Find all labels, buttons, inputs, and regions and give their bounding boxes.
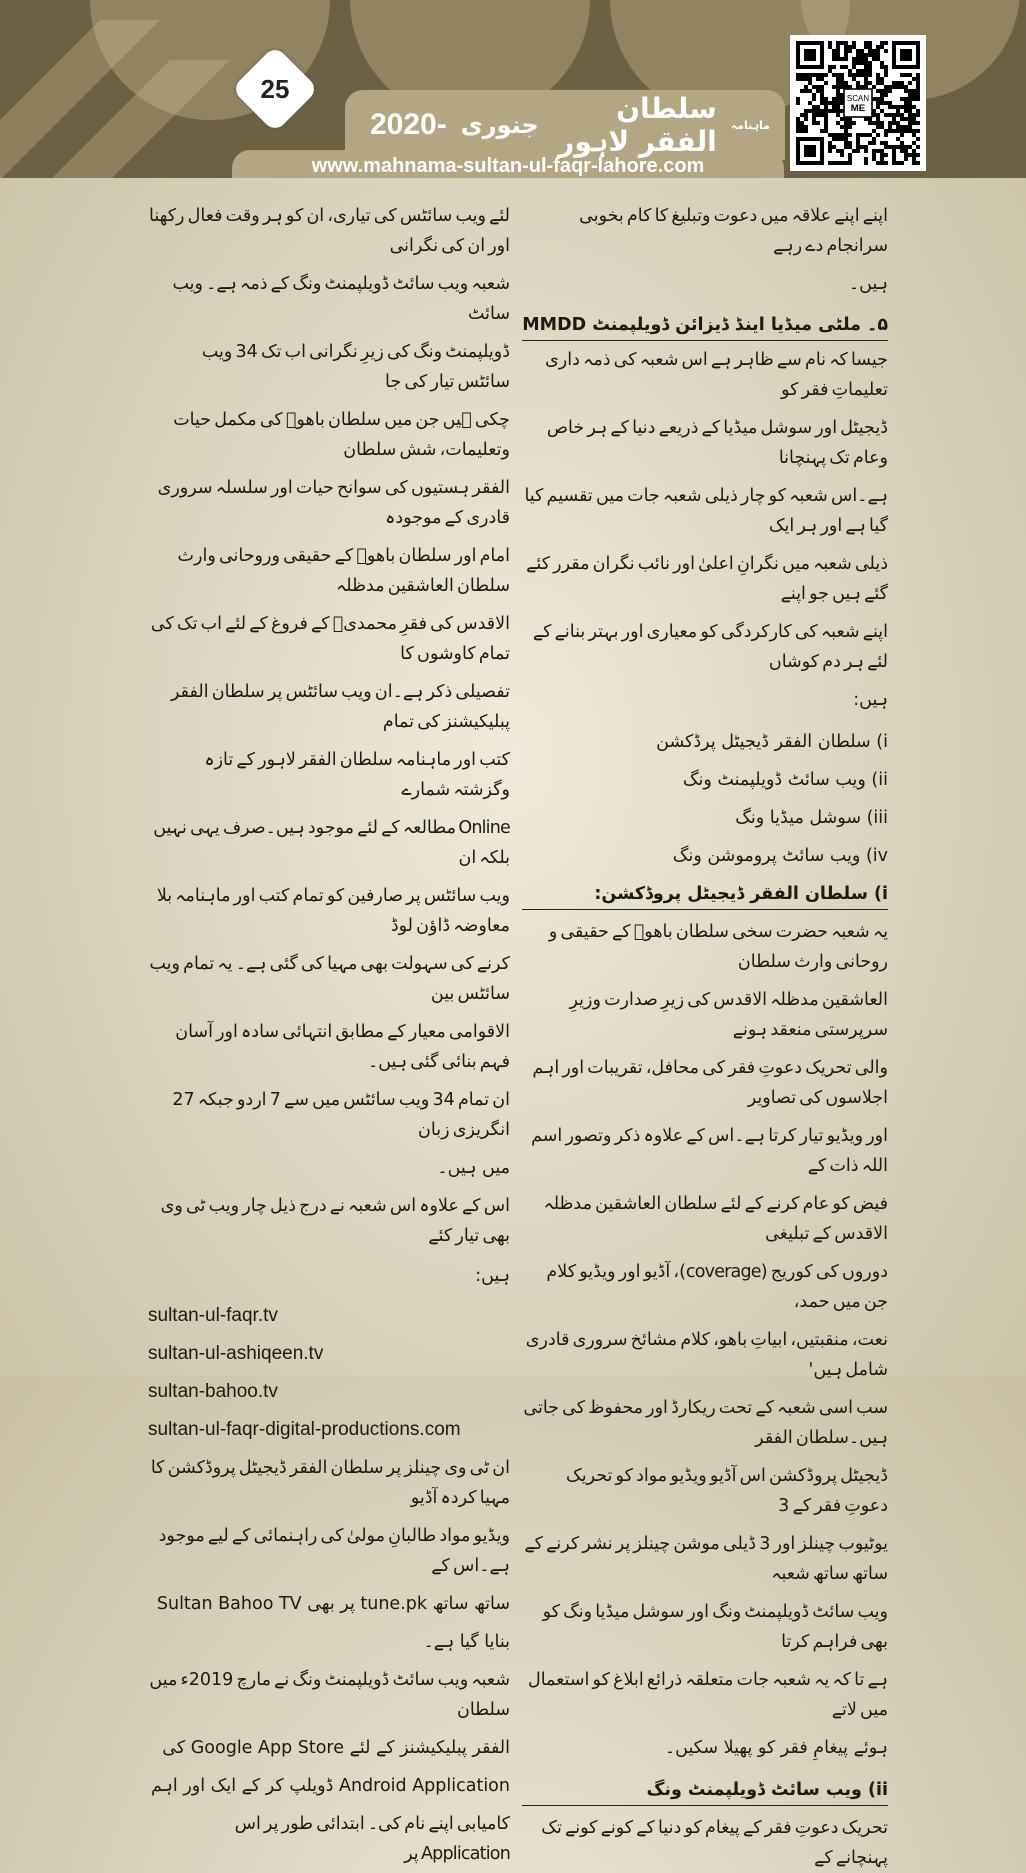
text-line: ہیں: [475, 1266, 510, 1286]
svg-text:SCAN: SCAN [846, 94, 870, 103]
text-line: شعبہ ویب سائٹ ڈویلپمنٹ ونگ نے مارچ 2019ء میں سلطان [149, 1670, 510, 1720]
text-line: ویب سائٹس پر صارفین کو تمام کتب اور ماہنامہ بلا معاوضہ ڈاؤن لوڈ [156, 886, 510, 936]
svg-text:ME: ME [850, 103, 866, 114]
text-line: تفصیلی ذکر ہے۔ان ویب سائٹس پر سلطان الفقر پبلیکیشنز کی تمام [171, 682, 510, 732]
text-line: ہوئے پیغامِ فقر کو پھیلا سکیں۔ [664, 1738, 888, 1758]
text-line: فیض کو عام کرنے کے لئے سلطان العاشقین مدظلہ الاقدس کے تبلیغی [543, 1194, 888, 1244]
text-line: میں ہیں۔ [437, 1158, 510, 1178]
text-line: ان تمام 34 ویب سائٹس میں سے 7 اردو جبکہ 27 انگریزی زبان [172, 1090, 510, 1140]
text-line: ہیں۔ [848, 274, 888, 294]
text-line: شعبہ ویب سائٹ ڈویلپمنٹ ونگ کے ذمہ ہے۔ ویب سائٹ [172, 274, 510, 324]
text-line: یہ شعبہ حضرت سخی سلطان باھوؒ کے حقیقی و روحانی وارث سلطان [548, 922, 888, 972]
text-line: دوروں کی کوریج (coverage)، آڈیو اور ویڈیو کلام جن میں حمد، [546, 1262, 888, 1312]
text-line: ساتھ ساتھ tune.pk پر بھی Sultan Bahoo TV [156, 1594, 510, 1614]
text-line: الاقدس کی فقرِ محمدیؐ کے فروغ کے لئے اب تک کی تمام کاوشوں کا [150, 614, 510, 664]
text-line: کتب اور ماہنامہ سلطان الفقر لاہور کے تازہ وگزشتہ شمارے [204, 750, 510, 800]
text-line: i) سلطان الفقر ڈیجیٹل پرڈکشن [656, 732, 888, 752]
text-line: اپنے شعبہ کی کارکردگی کو معیاری اور بہتر بنانے کے لئے ہر دم کوشاں [532, 622, 888, 672]
text-line: لئے ویب سائٹس کی تیاری، ان کو ہر وقت فعال رکھنا اور ان کی نگرانی [149, 206, 510, 256]
section-heading: ۵۔ ملٹی میڈیا اینڈ ڈیزائن ڈویلپمنٹ MMDD [522, 310, 888, 341]
text-line: ہیں: [853, 690, 888, 710]
text-line: ہے۔اس شعبہ کو چار ذیلی شعبہ جات میں تقسیم کیا گیا ہے اور ہر ایک [524, 486, 888, 536]
text-line: چکی ہیں جن میں سلطان باھوؒ کی مکمل حیات وتعلیمات، شش سلطان [173, 410, 510, 460]
issue-year: 2020- [370, 108, 447, 141]
text-line: الاقوامی معیار کے مطابق انتہائی سادہ اور آسان فہم بنائی گئی ہیں۔ [175, 1022, 510, 1072]
section-heading: i) سلطان الفقر ڈیجیٹل پروڈکشن: [522, 879, 888, 910]
text-line: اپنے اپنے علاقہ میں دعوت وتبلیغ کا کام بخوبی سرانجام دے رہے [579, 206, 888, 256]
brand-name: سلطان الفقر لاہور [558, 92, 717, 158]
text-line: سب اسی شعبہ کے تحت ریکارڈ اور محفوظ کی جاتی ہیں۔سلطان الفقر [523, 1398, 888, 1448]
text-line: iv) ویب سائٹ پروموشن ونگ [672, 846, 888, 866]
text-line: یوٹیوب چینلز اور 3 ڈیلی موشن چینلز پر نشر کرنے کے ساتھ ساتھ شعبہ [524, 1534, 888, 1584]
text-line: ویب سائٹ ڈویلپمنٹ ونگ اور سوشل میڈیا ونگ کو بھی فراہم کرتا [542, 1602, 888, 1652]
section-heading: ii) ویب سائٹ ڈویلپمنٹ ونگ [522, 1775, 888, 1806]
text-line: اور ویڈیو تیار کرتا ہے۔اس کے علاوہ ذکر وتصور اسم اللہ ذات کے [531, 1126, 888, 1176]
text-line: ڈیجیٹل پروڈکشن اس آڈیو ویڈیو مواد کو تحریک دعوتِ فقر کے 3 [566, 1466, 888, 1516]
text-line: والی تحریک دعوتِ فقر کی محافل، تقریبات اور اہم اجلاسوں کی تصاویر [532, 1058, 888, 1108]
text-line: جیسا کہ نام سے ظاہر ہے اس شعبہ کی ذمہ داری تعلیماتِ فقر کو [545, 350, 888, 400]
issue-month: جنوری [460, 111, 539, 139]
text-line: ان ٹی وی چینلز پر سلطان الفقر ڈیجیٹل پروڈکشن کا مہیا کردہ آڈیو [150, 1458, 510, 1508]
text-line: العاشقین مدظلہ الاقدس کی زیرِ صدارت وزیرِ سرپرستی منعقد ہونے [569, 990, 888, 1040]
text-line: کرنے کی سہولت بھی مہیا کی گئی ہے۔ یہ تمام ویب سائٹس بین [149, 954, 510, 1004]
text-line: ذیلی شعبہ میں نگرانِ اعلیٰ اور نائب نگران مقرر کئے گئے ہیں جو اپنے [526, 554, 888, 604]
text-line: کامیابی اپنے نام کی۔ ابتدائی طور پر اس Application پر [234, 1814, 510, 1864]
text-line: امام اور سلطان باھوؒ کے حقیقی وروحانی وارث سلطان العاشقین مدظلہ [177, 546, 510, 596]
text-line: Android Application ڈویلپ کر کے ایک اور اہم [151, 1776, 510, 1796]
text-line: sultan-ul-faqr.tv [148, 1305, 278, 1326]
text-line: Online مطالعہ کے لئے موجود ہیں۔صرف یہی نہیں بلکہ ان [153, 818, 510, 868]
text-line: ویڈیو مواد طالبانِ مولیٰ کی راہنمائی کے لیے موجود ہے۔اس کے [158, 1526, 510, 1576]
magazine-prefix: ماہنامہ [730, 118, 770, 132]
text-line: sultan-ul-faqr-digital-productions.com [148, 1419, 461, 1440]
website-url[interactable]: www.mahnama-sultan-ul-faqr-lahore.com [311, 155, 705, 177]
text-line: بنایا گیا ہے۔ [423, 1632, 510, 1652]
text-line: الفقر پبلیکیشنز کے لئے Google App Store کی [162, 1738, 510, 1758]
text-line: ڈیجیٹل اور سوشل میڈیا کے ذریعے دنیا کے ہر خاص وعام تک پہنچانا [546, 418, 888, 468]
text-line: الفقر ہستیوں کی سوانح حیات اور سلسلہ سروری قادری کے موجودہ [157, 478, 510, 528]
text-line: نعت، منقبتیں، ابیاتِ باھو، کلام مشائخ سروری قادری شامل ہیں' [525, 1330, 888, 1380]
text-line: اس کے علاوہ اس شعبہ نے درج ذیل چار ویب ٹی وی بھی تیار کئے [160, 1196, 510, 1246]
text-line: sultan-ul-ashiqeen.tv [148, 1343, 324, 1364]
page-number: 25 [260, 73, 290, 104]
text-line: ii) ویب سائٹ ڈویلپمنٹ ونگ [682, 770, 888, 790]
text-line: ڈویلپمنٹ ونگ کی زیرِ نگرانی اب تک 34 ویب سائٹس تیار کی جا [201, 342, 510, 392]
text-line: sultan-bahoo.tv [148, 1381, 278, 1402]
text-line: تحریک دعوتِ فقر کے پیغام کو دنیا کے کونے کونے تک پہنچانے کے [541, 1818, 888, 1868]
text-line: ہے تا کہ یہ شعبہ جات متعلقہ ذرائع ابلاغ کو استعمال میں لاتے [527, 1670, 888, 1720]
text-line: iii) سوشل میڈیا ونگ [735, 808, 888, 828]
